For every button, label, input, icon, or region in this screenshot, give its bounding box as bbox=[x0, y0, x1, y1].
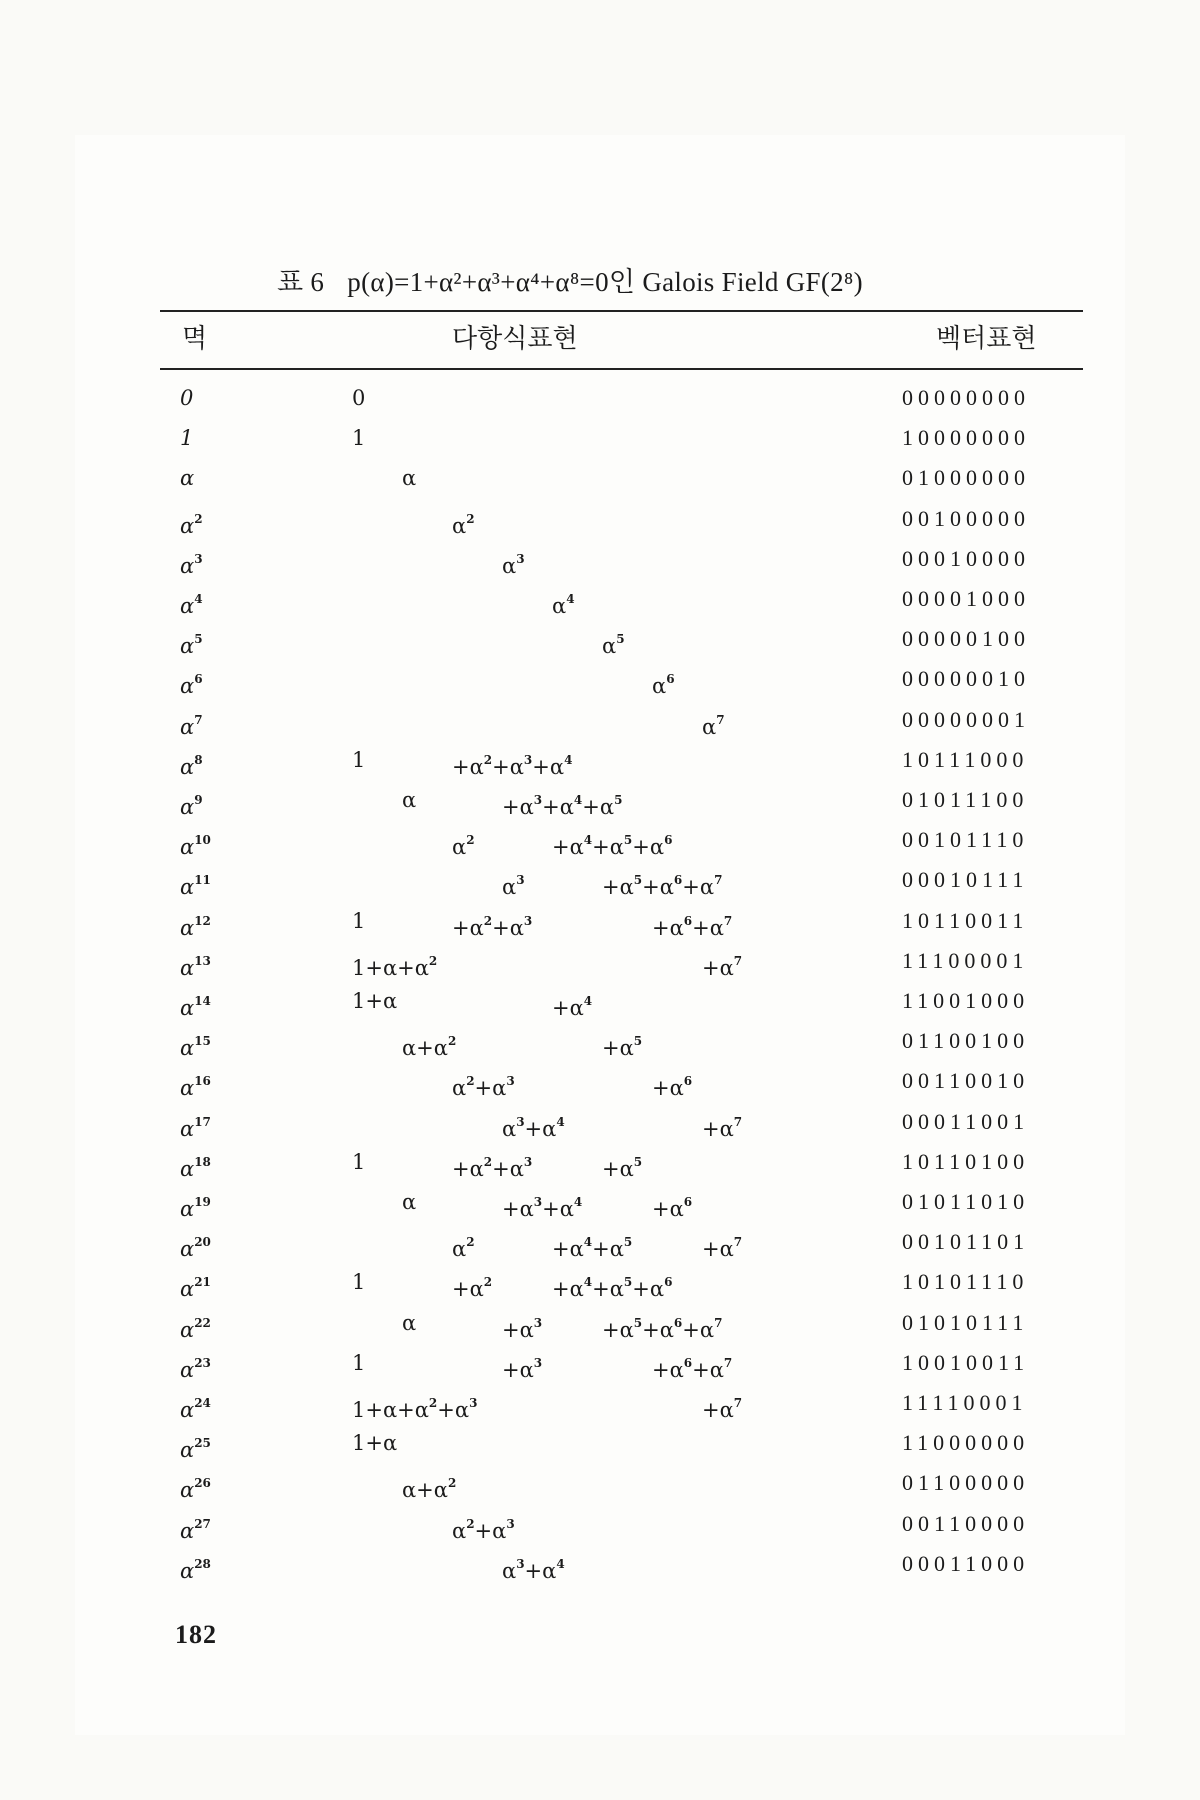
table-row bbox=[0, 981, 1200, 1021]
table-row bbox=[0, 539, 1200, 579]
polynomial-term: α bbox=[402, 466, 417, 491]
vector-cell: 00010000 bbox=[902, 545, 1030, 571]
polynomial-term: $+\alpha^3$ bbox=[502, 1315, 543, 1342]
element-cell: $\alpha^6$ bbox=[180, 672, 203, 699]
element-cell: α bbox=[180, 466, 195, 491]
element-cell: $\alpha^{19}$ bbox=[180, 1195, 211, 1221]
element-cell: $\alpha^{24}$ bbox=[180, 1396, 211, 1422]
polynomial-term: $+\alpha^3+\alpha^4+\alpha^5$ bbox=[502, 793, 623, 819]
polynomial-term: $\alpha^5$ bbox=[602, 632, 625, 659]
vector-cell: 10010011 bbox=[902, 1349, 1030, 1375]
element-cell: $\alpha^9$ bbox=[180, 793, 203, 819]
vector-cell: 01011100 bbox=[902, 787, 1029, 812]
vector-cell: 01010111 bbox=[902, 1309, 1029, 1335]
table-row bbox=[0, 1423, 1200, 1463]
polynomial-term: $+\alpha^3+\alpha^4$ bbox=[502, 1195, 583, 1221]
polynomial-term: 1 bbox=[352, 747, 366, 772]
polynomial-term: $+\alpha^4$ bbox=[552, 994, 593, 1020]
polynomial-term: $+\alpha^4+\alpha^5+\alpha^6$ bbox=[552, 833, 673, 860]
polynomial-term: $+\alpha^2$ bbox=[452, 1275, 493, 1302]
element-cell: 1 bbox=[180, 426, 194, 451]
vector-cell: 11000000 bbox=[902, 1430, 1030, 1456]
top-rule bbox=[160, 310, 1083, 312]
table-row bbox=[0, 1463, 1200, 1503]
polynomial-term: $+\alpha^4+\alpha^5$ bbox=[552, 1235, 633, 1262]
polynomial-term: $1+\alpha+\alpha^2+\alpha^3$ bbox=[352, 1396, 478, 1422]
table-row bbox=[0, 860, 1200, 900]
polynomial-term: $+\alpha^7$ bbox=[702, 953, 743, 980]
table-row bbox=[0, 820, 1200, 860]
polynomial-term: $\alpha^2$ bbox=[452, 833, 475, 860]
polynomial-term: $\alpha^6$ bbox=[652, 672, 675, 699]
vector-cell: 11100001 bbox=[902, 947, 1029, 973]
polynomial-term: 1 bbox=[352, 426, 366, 451]
header-polynomial: 다항식표현 bbox=[452, 324, 578, 353]
table-row bbox=[0, 659, 1200, 699]
polynomial-term: 1 bbox=[352, 1149, 366, 1174]
vector-cell: 10110011 bbox=[902, 907, 1029, 933]
polynomial-term: 1+α bbox=[352, 1431, 398, 1456]
polynomial-term: 1+α bbox=[352, 989, 398, 1013]
polynomial-term: α bbox=[402, 788, 417, 812]
polynomial-term: $\alpha+\alpha^2$ bbox=[402, 1476, 457, 1503]
polynomial-term: $+\alpha^3$ bbox=[502, 1355, 543, 1382]
table-row bbox=[0, 1142, 1200, 1182]
polynomial-term: $1+\alpha+\alpha^2$ bbox=[352, 953, 438, 980]
vector-cell: 10111000 bbox=[902, 746, 1029, 772]
polynomial-term: $\alpha^3$ bbox=[502, 873, 525, 900]
element-cell: $\alpha^3$ bbox=[180, 551, 203, 578]
table-row bbox=[0, 1182, 1200, 1222]
element-cell: $\alpha^{18}$ bbox=[180, 1154, 211, 1181]
table-row bbox=[0, 1262, 1200, 1302]
element-cell: $\alpha^{11}$ bbox=[180, 873, 211, 900]
element-cell: $\alpha^{22}$ bbox=[180, 1315, 211, 1342]
element-cell: 0 bbox=[180, 386, 194, 410]
polynomial-term: $+\alpha^5$ bbox=[602, 1154, 643, 1181]
polynomial-term: $+\alpha^6+\alpha^7$ bbox=[652, 1355, 733, 1382]
table-row bbox=[0, 1021, 1200, 1061]
table-row bbox=[0, 579, 1200, 619]
vector-cell: 00110010 bbox=[902, 1068, 1030, 1094]
table-row bbox=[0, 1102, 1200, 1142]
table-row bbox=[0, 499, 1200, 539]
polynomial-term: $\alpha^2+\alpha^3$ bbox=[452, 1516, 515, 1543]
element-cell: $\alpha^{15}$ bbox=[180, 1034, 211, 1061]
element-cell: $\alpha^{27}$ bbox=[180, 1516, 211, 1543]
vector-cell: 00100000 bbox=[902, 505, 1030, 531]
element-cell: $\alpha^{26}$ bbox=[180, 1476, 211, 1503]
polynomial-term: $+\alpha^6$ bbox=[652, 1195, 693, 1221]
vector-cell: 10101110 bbox=[902, 1269, 1029, 1295]
table-row bbox=[0, 740, 1200, 780]
vector-cell: 00101101 bbox=[902, 1229, 1030, 1255]
vector-cell: 11001000 bbox=[902, 988, 1030, 1013]
table-row bbox=[0, 1222, 1200, 1262]
element-cell: $\alpha^{28}$ bbox=[180, 1556, 211, 1583]
element-cell: $\alpha^{12}$ bbox=[180, 913, 211, 940]
element-cell: $\alpha^7$ bbox=[180, 712, 203, 739]
polynomial-term: $\alpha^2+\alpha^3$ bbox=[452, 1074, 515, 1101]
vector-cell: 10110100 bbox=[902, 1148, 1030, 1174]
header-vector: 벡터표현 bbox=[936, 324, 1037, 353]
polynomial-term: $+\alpha^4+\alpha^5+\alpha^6$ bbox=[552, 1275, 673, 1302]
vector-cell: 00000000 bbox=[902, 385, 1030, 410]
vector-cell: 11110001 bbox=[902, 1390, 1028, 1415]
polynomial-term: $\alpha^4$ bbox=[552, 592, 575, 618]
polynomial-term: $+\alpha^7$ bbox=[702, 1235, 743, 1262]
polynomial-term: 0 bbox=[352, 386, 366, 410]
table-row bbox=[0, 901, 1200, 941]
polynomial-term: $+\alpha^2+\alpha^3$ bbox=[452, 1154, 533, 1181]
vector-cell: 00000100 bbox=[902, 626, 1030, 652]
vector-cell: 00011001 bbox=[902, 1108, 1030, 1134]
element-cell: $\alpha^{13}$ bbox=[180, 953, 211, 980]
element-cell: $\alpha^8$ bbox=[180, 752, 203, 779]
header-rule bbox=[160, 368, 1083, 370]
element-cell: $\alpha^{10}$ bbox=[180, 833, 211, 860]
vector-cell: 10000000 bbox=[902, 425, 1030, 451]
vector-cell: 00000010 bbox=[902, 666, 1030, 692]
element-cell: $\alpha^{14}$ bbox=[180, 994, 211, 1020]
element-cell: $\alpha^{16}$ bbox=[180, 1074, 211, 1101]
polynomial-term: $\alpha+\alpha^2$ bbox=[402, 1034, 457, 1061]
vector-cell: 01100000 bbox=[902, 1470, 1030, 1496]
element-cell: $\alpha^{25}$ bbox=[180, 1436, 211, 1463]
polynomial-term: $\alpha^3$ bbox=[502, 551, 525, 578]
polynomial-term: $+\alpha^7$ bbox=[702, 1114, 743, 1141]
polynomial-term: $+\alpha^6+\alpha^7$ bbox=[652, 913, 733, 940]
polynomial-term: $+\alpha^5$ bbox=[602, 1034, 643, 1061]
table-row bbox=[0, 1303, 1200, 1343]
polynomial-term: $\alpha^2$ bbox=[452, 511, 475, 538]
polynomial-term: $\alpha^7$ bbox=[702, 712, 725, 739]
table-row bbox=[0, 418, 1200, 458]
element-cell: $\alpha^{23}$ bbox=[180, 1355, 211, 1382]
polynomial-term: $+\alpha^6$ bbox=[652, 1074, 693, 1101]
vector-cell: 00011000 bbox=[902, 1550, 1030, 1576]
table-label: 표 6 bbox=[277, 267, 325, 297]
vector-cell: 01011010 bbox=[902, 1189, 1030, 1214]
polynomial-term: 1 bbox=[352, 1270, 366, 1295]
polynomial-term: 1 bbox=[352, 1350, 366, 1375]
table-row bbox=[0, 619, 1200, 659]
table-row bbox=[0, 378, 1200, 418]
table-row bbox=[0, 1504, 1200, 1544]
polynomial-term: $+\alpha^5+\alpha^6+\alpha^7$ bbox=[602, 1315, 723, 1342]
element-cell: $\alpha^4$ bbox=[180, 592, 203, 618]
table-row bbox=[0, 780, 1200, 820]
polynomial-term: $\alpha^3+\alpha^4$ bbox=[502, 1114, 565, 1141]
page-number: 182 bbox=[175, 1620, 217, 1649]
polynomial-term: 1 bbox=[352, 908, 366, 933]
polynomial-term: $\alpha^3+\alpha^4$ bbox=[502, 1556, 565, 1583]
polynomial-term: $\alpha^2$ bbox=[452, 1235, 475, 1262]
table-row bbox=[0, 1343, 1200, 1383]
vector-cell: 01100100 bbox=[902, 1028, 1030, 1054]
vector-cell: 01000000 bbox=[902, 465, 1030, 491]
vector-cell: 00101110 bbox=[902, 827, 1029, 853]
element-cell: $\alpha^{21}$ bbox=[180, 1275, 211, 1302]
table-row bbox=[0, 700, 1200, 740]
element-cell: $\alpha^{17}$ bbox=[180, 1114, 211, 1141]
element-cell: $\alpha^5$ bbox=[180, 632, 203, 659]
vector-cell: 00001000 bbox=[902, 586, 1030, 611]
element-cell: $\alpha^2$ bbox=[180, 511, 203, 538]
table-title: p(α)=1+α²+α³+α⁴+α⁸=0인 Galois Field GF(2⁸) bbox=[347, 267, 863, 297]
table-row bbox=[0, 1383, 1200, 1423]
table-row bbox=[0, 1544, 1200, 1584]
vector-cell: 00000001 bbox=[902, 706, 1030, 732]
header-element: 멱 bbox=[182, 324, 208, 353]
polynomial-term: $+\alpha^2+\alpha^3+\alpha^4$ bbox=[452, 752, 573, 779]
table-row bbox=[0, 1061, 1200, 1101]
polynomial-term: α bbox=[402, 1190, 417, 1214]
vector-cell: 00110000 bbox=[902, 1510, 1030, 1536]
table-row bbox=[0, 941, 1200, 981]
element-cell: $\alpha^{20}$ bbox=[180, 1235, 211, 1262]
polynomial-term: $+\alpha^5+\alpha^6+\alpha^7$ bbox=[602, 873, 723, 900]
polynomial-term: $+\alpha^2+\alpha^3$ bbox=[452, 913, 533, 940]
table-caption bbox=[277, 260, 863, 299]
vector-cell: 00010111 bbox=[902, 867, 1029, 893]
polynomial-term: $+\alpha^7$ bbox=[702, 1396, 743, 1422]
table-row bbox=[0, 458, 1200, 498]
polynomial-term: α bbox=[402, 1310, 417, 1335]
